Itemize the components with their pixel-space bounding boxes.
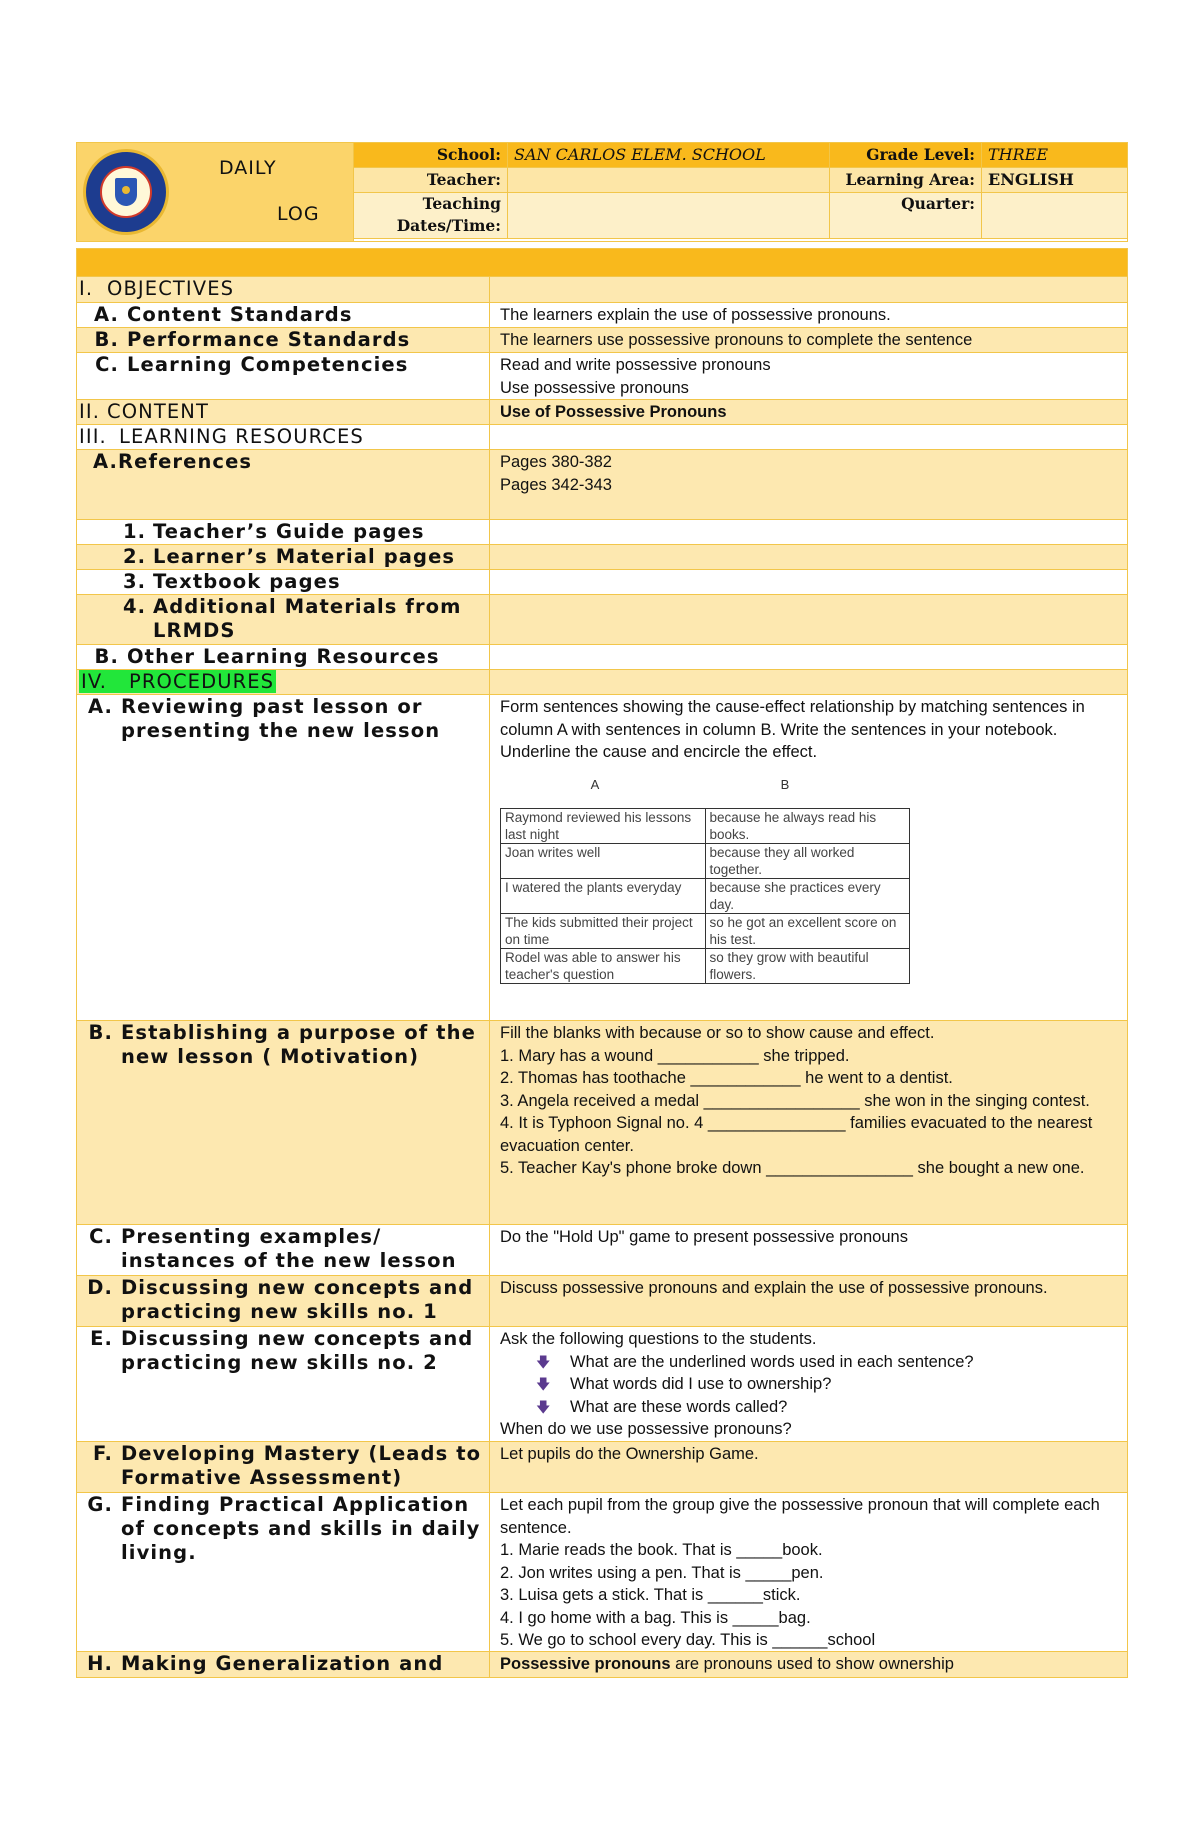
table-row <box>501 879 910 914</box>
table-row <box>501 844 910 879</box>
match-cell-b: because she practices every day. <box>705 879 910 914</box>
procedure-b-label: Establishing a purpose of the new lesson ( Motivation) <box>121 1021 476 1068</box>
dates-label: Teaching Dates/Time: <box>354 193 508 239</box>
deped-seal-icon <box>83 149 169 235</box>
arrow-down-bullet-icon: 🡇 <box>536 1353 551 1370</box>
header-info-grid <box>354 143 1127 241</box>
school-label: School: <box>354 143 508 168</box>
objectives-title: OBJECTIVES <box>107 277 235 300</box>
lesson-table <box>76 277 1128 1678</box>
procedure-b-row <box>77 1021 1127 1225</box>
objectives-row <box>77 277 1127 303</box>
procedure-d-label: Discussing new concepts and practicing new skills no. 1 <box>121 1276 474 1323</box>
textbook-pages-label: Textbook pages <box>153 570 341 593</box>
competency-letter: C. <box>95 353 119 376</box>
list-item: 🡇 What words did I use to ownership? <box>500 1373 1117 1396</box>
teachers-guide-label: Teacher’s Guide pages <box>153 520 425 543</box>
resource-item-row: 3. Textbook pages <box>77 570 1127 595</box>
competency-line-2: Use possessive pronouns <box>500 378 689 397</box>
log-header <box>76 142 1128 242</box>
procedure-e-intro: Ask the following questions to the students. <box>500 1330 817 1348</box>
school-value: SAN CARLOS ELEM. SCHOOL <box>508 143 830 168</box>
header-title-block <box>77 143 354 241</box>
column-a-header: A <box>590 776 600 792</box>
procedure-a-row <box>77 695 1127 1021</box>
match-cell-b: because they all worked together. <box>705 844 910 879</box>
references-label: A.References <box>93 450 253 473</box>
procedure-c-letter: C. <box>89 1225 113 1248</box>
other-resources-label: Other Learning Resources <box>127 645 440 668</box>
match-cell-b: so they grow with beautiful flowers. <box>705 949 910 984</box>
procedure-a-label: Reviewing past lesson or presenting the new lesson <box>121 695 441 742</box>
resources-title: LEARNING RESOURCES <box>119 425 364 448</box>
content-num: II. <box>79 400 101 423</box>
procedure-e-letter: E. <box>90 1327 113 1350</box>
table-row <box>501 949 910 984</box>
arrow-down-bullet-icon: 🡇 <box>536 1376 551 1392</box>
performance-standards-label: Performance Standards <box>127 328 411 351</box>
procedure-g-letter: G. <box>87 1493 113 1516</box>
dates-value <box>508 193 830 239</box>
procedure-d-letter: D. <box>87 1276 113 1299</box>
application-line: Let each pupil from the group give the possessive pronoun that will complete each sentence. <box>500 1496 1100 1537</box>
learners-material-label: Learner’s Material pages <box>153 545 456 568</box>
procedure-e-label: Discussing new concepts and practicing new skills no. 2 <box>121 1327 474 1374</box>
performance-standards-row <box>77 328 1127 353</box>
match-cell-a: The kids submitted their project on time <box>501 914 706 949</box>
references-line-1: Pages 380-382 <box>500 453 612 471</box>
procedure-c-label: Presenting examples/ instances of the new lesson <box>121 1225 457 1272</box>
procedure-h-letter: H. <box>87 1652 113 1675</box>
application-line: 5. We go to school every day. This is ______school <box>500 1631 876 1649</box>
quarter-label: Quarter: <box>830 193 982 239</box>
content-row <box>77 400 1127 425</box>
teacher-value <box>508 168 830 193</box>
match-cell-b: so he got an excellent score on his test. <box>705 914 910 949</box>
grade-value: THREE <box>982 143 1127 168</box>
match-column-headers <box>500 774 1117 797</box>
procedure-c-text: Do the "Hold Up" game to present possessive pronouns <box>500 1228 908 1246</box>
match-cell-b: because he always read his books. <box>705 809 910 844</box>
objectives-num: I. <box>79 277 94 300</box>
resource-item-row: 2. Learner’s Material pages <box>77 545 1127 570</box>
content-standards-letter: A. <box>93 303 119 326</box>
generalization-term: Possessive pronouns <box>500 1655 671 1673</box>
list-item: 🡇 What are the underlined words used in each sentence? <box>500 1351 1117 1374</box>
learning-competencies-row <box>77 353 1127 400</box>
references-row <box>77 450 1127 520</box>
content-standards-value: The learners explain the use of possessive pronouns. <box>500 306 891 324</box>
application-line: 3. Luisa gets a stick. That is ______stick. <box>500 1586 801 1604</box>
motivation-line: 3. Angela received a medal _________________ she won in the singing contest. <box>500 1091 1090 1110</box>
application-line: 1. Marie reads the book. That is _____book. <box>500 1541 823 1559</box>
motivation-line: Fill the blanks with because or so to show cause and effect. <box>500 1024 935 1042</box>
match-cell-a: I watered the plants everyday <box>501 879 706 914</box>
procedure-h-label: Making Generalization and <box>121 1652 444 1675</box>
procedure-a-text: Form sentences showing the cause-effect relationship by matching sentences in column A with sentences in column B. Write the sentences in your notebook. Underline the cause and encircle the effect. <box>500 698 1085 761</box>
performance-standards-letter: B. <box>94 328 119 351</box>
procedure-f-label: Developing Mastery (Leads to Formative Assessment) <box>121 1442 482 1489</box>
match-cell-a: Raymond reviewed his lessons last night <box>501 809 706 844</box>
additional-materials-label: Additional Materials from LRMDS <box>153 595 462 642</box>
match-cell-a: Rodel was able to answer his teacher's question <box>501 949 706 984</box>
content-standards-label: Content Standards <box>127 303 353 326</box>
resources-row <box>77 425 1127 450</box>
quarter-value <box>982 193 1127 239</box>
procedure-d-row <box>77 1276 1127 1327</box>
resources-num: III. <box>79 425 107 448</box>
title-log: LOG <box>277 203 320 225</box>
content-value: Use of Possessive Pronouns <box>500 403 727 421</box>
competency-line-1: Read and write possessive pronouns <box>500 356 771 374</box>
procedure-g-row <box>77 1493 1127 1652</box>
procedure-f-letter: F. <box>92 1442 113 1465</box>
arrow-down-bullet-icon: 🡇 <box>536 1398 551 1415</box>
procedure-a-letter: A. <box>87 695 113 718</box>
motivation-line: 4. It is Typhoon Signal no. 4 _______________ families evacuated to the nearest evacuation center. <box>500 1114 1093 1155</box>
column-b-header: B <box>780 776 790 792</box>
procedure-f-row <box>77 1442 1127 1493</box>
resource-item-row: 4. Additional Materials from LRMDS <box>77 595 1127 645</box>
performance-standards-value: The learners use possessive pronouns to complete the sentence <box>500 331 973 349</box>
gold-band <box>76 248 1128 277</box>
application-line: 4. I go home with a bag. This is _____bag. <box>500 1608 811 1627</box>
motivation-line: 1. Mary has a wound ___________ she tripped. <box>500 1046 850 1065</box>
procedures-heading: IV. PROCEDURES <box>81 670 275 693</box>
motivation-line: 2. Thomas has toothache ____________ he went to a dentist. <box>500 1069 953 1087</box>
procedures-row <box>77 670 1127 695</box>
content-title: CONTENT <box>107 400 209 423</box>
other-resources-letter: B. <box>94 645 119 668</box>
procedure-b-letter: B. <box>88 1021 113 1044</box>
list-item: 🡇 What are these words called? <box>500 1396 1117 1419</box>
teacher-label: Teacher: <box>354 168 508 193</box>
match-cell-a: Joan writes well <box>501 844 706 879</box>
procedure-f-text: Let pupils do the Ownership Game. <box>500 1445 759 1463</box>
procedure-h-row <box>77 1652 1127 1678</box>
application-line: 2. Jon writes using a pen. That is _____pen. <box>500 1563 824 1582</box>
table-row <box>501 914 910 949</box>
competency-label: Learning Competencies <box>127 353 409 376</box>
procedure-d-text: Discuss possessive pronouns and explain the use of possessive pronouns. <box>500 1279 1048 1297</box>
table-row <box>501 809 910 844</box>
other-resources-row <box>77 645 1127 670</box>
references-line-2: Pages 342-343 <box>500 475 612 494</box>
procedure-c-row <box>77 1225 1127 1276</box>
procedure-e-row <box>77 1327 1127 1442</box>
resource-item-row: 1. Teacher’s Guide pages <box>77 520 1127 545</box>
content-standards-row <box>77 303 1127 328</box>
grade-label: Grade Level: <box>830 143 982 168</box>
match-table <box>500 808 910 984</box>
procedure-e-outro: When do we use possessive pronouns? <box>500 1420 792 1438</box>
procedure-g-label: Finding Practical Application of concepts and skills in daily living. <box>121 1493 481 1564</box>
lesson-log-page <box>76 142 1128 1678</box>
title-daily: DAILY <box>219 157 277 179</box>
area-label: Learning Area: <box>830 168 982 193</box>
motivation-line: 5. Teacher Kay's phone broke down ________________ she bought a new one. <box>500 1159 1085 1177</box>
area-value: ENGLISH <box>982 168 1127 193</box>
generalization-text: are pronouns used to show ownership <box>670 1655 954 1673</box>
